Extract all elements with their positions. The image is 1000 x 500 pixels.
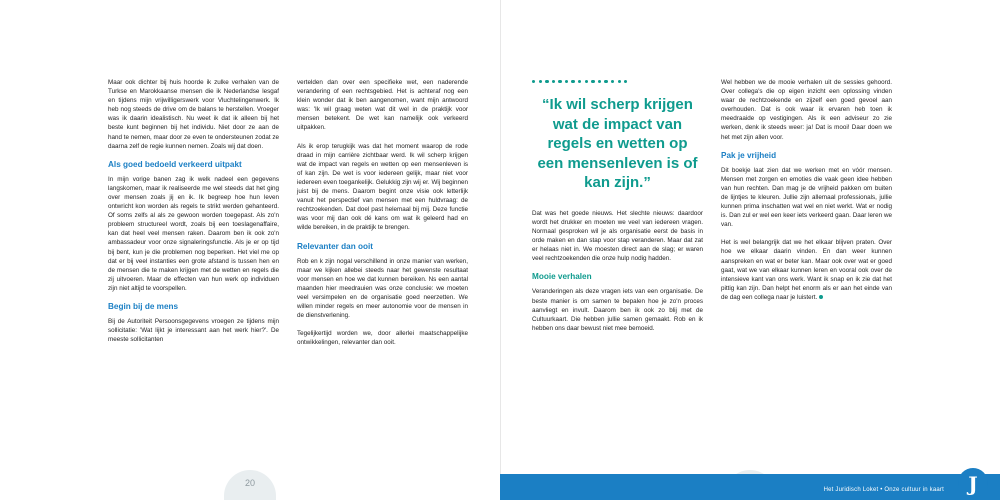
dot-ornament (532, 80, 703, 83)
right-page (500, 0, 1000, 500)
paragraph-text: Het is wel belangrijk dat we het elkaar blijven praten. Over hoe we elkaar daarin vinden. En dan weer kunnen aanspreken en wat er beter kan. Maar ook over wat er goed gaat, wat we van elkaar kunnen leren en vooral ook over de intensieve kant van ons werk. Want ik snap en ik zie dat het pittig kan zijn. Dan helpt het enorm als er aan het einde van de dag een collega naar je luistert. (721, 239, 892, 301)
page-number-left: 20 (224, 470, 276, 500)
section-heading-begin-bij-de-mens: Begin bij de mens (108, 301, 179, 311)
paragraph: Veranderingen als deze vragen iets van een organisatie. De beste manier is om samen te bepalen hoe je zo'n proces aanvliegt en invult. Daarom ben ik ook zo blij met de Cultuurkaart. Die hebben jullie samen gemaakt. Rob en ik hebben ons daar bewust niet mee bemoeid. (532, 288, 703, 332)
dot-icon (611, 80, 614, 83)
left-column-1 (108, 78, 279, 356)
dot-icon (618, 80, 621, 83)
paragraph: vertelden dan over een specifieke wet, een naderende verandering of een rechtsgebied. Het is achteraf nog een klein wonder dat ik ben aangenomen, want mijn antwoord was: 'Ik wil graag weten wat dit wel in de praktijk voor mensen betekent. De wet kan namelijk ook verkeerd uitpakken. (297, 79, 468, 132)
dot-icon (539, 80, 542, 83)
section-heading-mooie-verhalen: Mooie verhalen (532, 272, 592, 282)
pullquote-text: “Ik wil scherp krijgen wat de impact van regels en wetten op een mensenleven is of kan zijn.” (537, 96, 698, 192)
paragraph: Dit boekje laat zien dat we werken met en vóór mensen. Mensen met zorgen en emoties die vaak geen idee hebben van hun rechten. Dan mag je de vrijheid pakken om buiten de lijntjes te kleuren. Jullie zijn allemaal professionals, jullie kunnen prima inschatten wat wel en niet werkt. Wat er nodig is. Dan zul er wel een keer iets verkeerd gaan. Daar leren we van. (721, 166, 892, 229)
section-heading-relevanter-dan-ooit: Relevanter dan ooit (297, 241, 373, 251)
left-page-columns (108, 78, 468, 356)
dot-icon (624, 80, 627, 83)
dot-icon (571, 80, 574, 83)
logo: J (958, 468, 988, 498)
right-column-2 (721, 78, 892, 342)
dot-icon (578, 80, 581, 83)
paragraph: Maar ook dichter bij huis hoorde ik zulke verhalen van de Turkse en Marokkaanse mensen die ik Nederlandse lesgaf en tijdens mijn vrijwilligerswerk voor Vluchtelingenwerk. Ik heb nog steeds de drive om de balans te herstellen. Vroeger was ik daarin idealistisch. Nu weet ik dat ik alleen bij het beste kunt beginnen bij het individu. Niet door ze aan de hand te nemen, maar door ze even te ondersteunen zodat ze daarna zelf de regie kunnen nemen. Zoals wij dat doen. (108, 79, 279, 150)
left-column-2 (297, 78, 468, 356)
pullquote-block (532, 78, 703, 193)
paragraph: Dat was het goede nieuws. Het slechte nieuws: daardoor wordt het drukker en moeten we veel van iedereen vragen. Normaal gesproken wil je als organisatie eerst de basis in orde maken en dan stap voor stap veranderen. Maar dat zat er helaas niet in. We moesten direct aan de slag; er waren veel rechtzoekenden die onze hulp nodig hadden. (532, 209, 703, 263)
paragraph: Rob en k zijn nogal verschillend in onze manier van werken, maar we kijken allebei steeds naar het gewenste resultaat voor mensen en hoe we dat kunnen bereiken. Ns een aantal maanden hier meedrauien was onze conclusie: we moeten veel versimpelen en de organisatie goed neerzetten. We willen minder regels en meer autonomie voor de mensen in de dienstverlening. (297, 257, 468, 320)
paragraph: Tegelijkertijd worden we, door allerlei maatschappelijke ontwikkelingen, relevanter dan ooit. (297, 330, 468, 347)
paragraph: Als ik erop terugkijk was dat het moment waarop de rode draad in mijn carrière zichtbaar werd. Ik wil scherp krijgen wat de impact van regels en wetten op een mensenleven is of kan zijn. De wet is voor iedereen gelijk, maar niet voor iedereen even toegankelijk. Gelukkig zijn wij er. Wij beginnen juist bij de mens. Daarom begint onze visie ook letterlijk vanuit het perspectief van mensen met een huldvraag: de rechtzoekenden. Dat doel past helemaal bij mij. Deze functie was voor mij dan ook dé kans om wat ik geleerd had en wilde bereiken, in de praktijk te brengen. (297, 142, 468, 232)
dot-icon (598, 80, 601, 83)
footer-credit: Het Juridisch Loket • Onze cultuur in kaart (823, 487, 944, 493)
left-page-footer (0, 456, 500, 500)
dot-icon (545, 80, 548, 83)
gutter-divider (500, 0, 501, 500)
dot-icon (591, 80, 594, 83)
paragraph: Bij de Autoriteit Persoonsgegevens vroegen ze tijdens mijn sollicitatie: 'Wat lijkt je interessant aan het werk hier?'. De meeste sollicitanten (108, 317, 279, 344)
right-column-1 (532, 78, 703, 342)
section-heading-pak-je-vrijheid: Pak je vrijheid (721, 150, 777, 160)
right-page-columns (532, 78, 892, 342)
dot-icon (565, 80, 568, 83)
section-heading-als-goed-bedoeld: Als goed bedoeld verkeerd uitpakt (108, 159, 242, 169)
right-page-footer (500, 456, 1000, 500)
dot-icon (558, 80, 561, 83)
end-mark-icon (819, 295, 823, 299)
paragraph (721, 238, 892, 302)
dot-icon (585, 80, 588, 83)
paragraph: In mijn vorige banen zag ik welk nadeel een gegevens langskomen, maar ik realiseerde me wel steeds dat het ging over mensen zoals jij en ik. Ik begreep hoe hun leven ontwricht kon worden als regels te strikt werden gehanteerd. Of soms zelfs al als ze gewoon worden toegepast. Als zo'n probleem structureel wordt, zoals bij een toeslagenaffaire, kan dat heel veel mensen raken. Daarom ben ik ook zo'n ambassadeur voor onze signaleringsfunctie. Als je er op tijd bij bent, kun je die problemen nog beperken. Het viel me op dat er bij veel instanties een grote afstand is tussen hen en de mensen die te maken krijgen met de wetten en regels die zij uitvoeren. Maar de effecten van hun werk op individuen zijn niet altijd te voorspellen. (108, 175, 279, 292)
paragraph: Wel hebben we de mooie verhalen uit de sessies gehoord. Over collega's die op eigen inzicht een oplossing vinden waar de rechtzoekende en zijzelf een goed gevoel aan overhouden. Dat is ook waar ik ervaren heb toen ik meedraaide op vestigingen. Als ik een adviseur zo zie werken, denk ik steeds weer: ja! Dat is mooi! Daar doen we het met zijn allen voor. (721, 79, 892, 141)
dot-icon (604, 80, 607, 83)
dot-icon (532, 80, 535, 83)
dot-icon (552, 80, 555, 83)
